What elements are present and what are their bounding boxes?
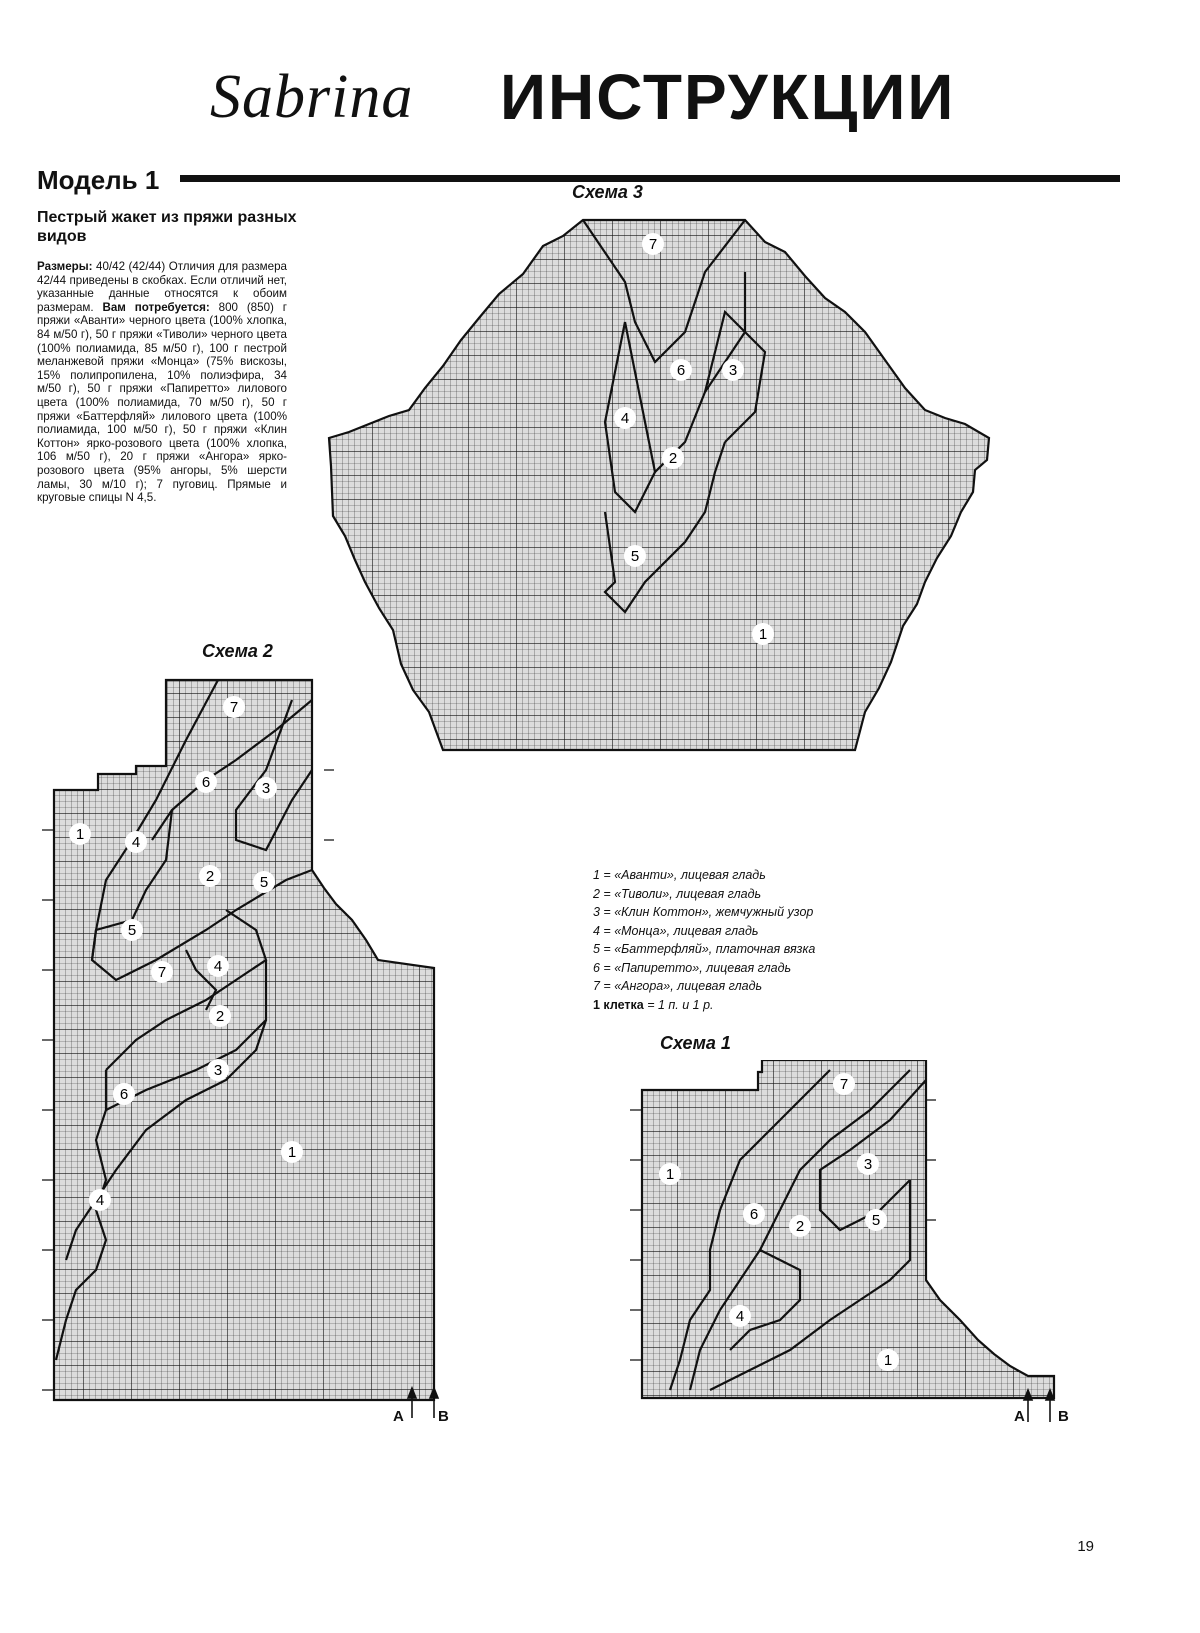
scheme2-label-2a: 2 xyxy=(205,868,215,885)
scheme2-title: Схема 2 xyxy=(202,641,273,661)
scheme2-chart xyxy=(36,670,456,1430)
scheme1-label-6: 6 xyxy=(749,1206,759,1223)
scheme1-title: Схема 1 xyxy=(660,1033,731,1053)
scheme2-label-4b: 4 xyxy=(213,958,223,975)
sizes-text: 40/42 (42/44) xyxy=(96,260,166,273)
scheme2-label-5a: 5 xyxy=(259,874,269,891)
page-title: ИНСТРУКЦИИ xyxy=(500,61,956,133)
scheme2-label-1b: 1 xyxy=(287,1144,297,1161)
scheme3-label-2: 2 xyxy=(668,450,678,467)
scheme3-label-3: 3 xyxy=(728,362,738,379)
scheme2-label-2b: 2 xyxy=(215,1008,225,1025)
scheme3-label-5: 5 xyxy=(630,548,640,565)
scheme2-label-7a: 7 xyxy=(229,699,239,716)
scheme1-label-1b: 1 xyxy=(883,1352,893,1369)
scheme2-marker-a: A xyxy=(393,1408,404,1425)
legend-item-3: 3 = «Клин Коттон», жемчужный узор xyxy=(593,905,814,919)
scheme1-label-7: 7 xyxy=(839,1076,849,1093)
legend-item-4: 4 = «Монца», лицевая гладь xyxy=(593,923,759,938)
yarn-legend xyxy=(593,866,815,1014)
scheme2-label-3a: 3 xyxy=(261,780,271,797)
page-number: 19 xyxy=(1077,1538,1094,1555)
model-subtitle: Пестрый жакет из пряжи разных видов xyxy=(37,209,297,245)
scheme1-marker-a: A xyxy=(1014,1408,1025,1425)
scheme2-label-1a: 1 xyxy=(75,826,85,843)
scheme1-label-5: 5 xyxy=(871,1212,881,1229)
scheme3-label-1: 1 xyxy=(758,626,768,643)
legend-item-6: 6 = «Папиретто», лицевая гладь xyxy=(593,960,792,975)
scheme2-label-3b: 3 xyxy=(213,1062,223,1079)
scheme1-label-3: 3 xyxy=(863,1156,873,1173)
sizes-note: Отличия для размера 42/44 приведены в скобках. Если отличий нет, указанные данные относятся к обоим размерам. xyxy=(37,260,287,314)
legend-cell-label: 1 клетка xyxy=(593,997,644,1012)
materials-label: Вам потребуется: xyxy=(102,300,210,314)
needles-text: Прямые и круговые спицы N 4,5. xyxy=(37,477,287,505)
scheme3-label-6: 6 xyxy=(676,362,686,379)
legend-cell-value: = 1 п. и 1 р. xyxy=(647,997,714,1012)
scheme1-label-4: 4 xyxy=(735,1308,745,1325)
sizes-label: Размеры: xyxy=(37,260,93,273)
specifications xyxy=(37,260,287,505)
scheme2-label-5b: 5 xyxy=(127,922,137,939)
scheme3-label-7: 7 xyxy=(648,236,658,253)
scheme2-label-6b: 6 xyxy=(119,1086,129,1103)
scheme2-marker-b: B xyxy=(438,1408,449,1425)
scheme1-marker-b: B xyxy=(1058,1408,1069,1425)
scheme2-label-4a: 4 xyxy=(131,834,141,851)
legend-item-2: 2 = «Тиволи», лицевая гладь xyxy=(593,886,762,901)
scheme3-label-4: 4 xyxy=(620,410,630,427)
scheme1-label-1a: 1 xyxy=(665,1166,675,1183)
legend-item-1: 1 = «Аванти», лицевая гладь xyxy=(593,868,766,882)
scheme2-label-4c: 4 xyxy=(95,1192,105,1209)
brand-logo: Sabrina xyxy=(210,63,414,131)
scheme2-label-7b: 7 xyxy=(157,964,167,981)
model-heading: Модель 1 xyxy=(37,165,160,195)
scheme2-label-6a: 6 xyxy=(201,774,211,791)
scheme1-chart xyxy=(630,1060,1080,1440)
materials-text: 800 (850) г пряжи «Аванти» черного цвета (100% хлопка, 84 м/50 г), 50 г пряжи «Тиволи» черного цвета (100% полиамида, 85 м/50 г), 100 г пестрой меланжевой пряжи «Монца» (75% вискозы, 15% полипропилена, 10% полиэфира, 34 м/50 г), 50 г пряжи «Папиретто» лилового цвета (100% полиамида, 70 м/50 г), 50 г пряжи «Баттерфляй» лилового цвета (100% полиамида, 100 м/50 г), 50 г пряжи «Клин Коттон» ярко-розового цвета (100% хлопка, 106 м/50 г), 20 г пряжи «Ангора» ярко-розового цвета (95% ангоры, 5% шерсти ламы, 30 м/10 г); 7 пуговиц. xyxy=(37,300,287,491)
legend-cell-key xyxy=(593,996,815,1015)
heading-rule xyxy=(180,175,1120,182)
legend-item-5: 5 = «Баттерфляй», платочная вязка xyxy=(593,942,816,956)
scheme1-label-2: 2 xyxy=(795,1218,805,1235)
scheme3-title: Схема 3 xyxy=(572,182,643,202)
legend-item-7: 7 = «Ангора», лицевая гладь xyxy=(593,979,763,993)
